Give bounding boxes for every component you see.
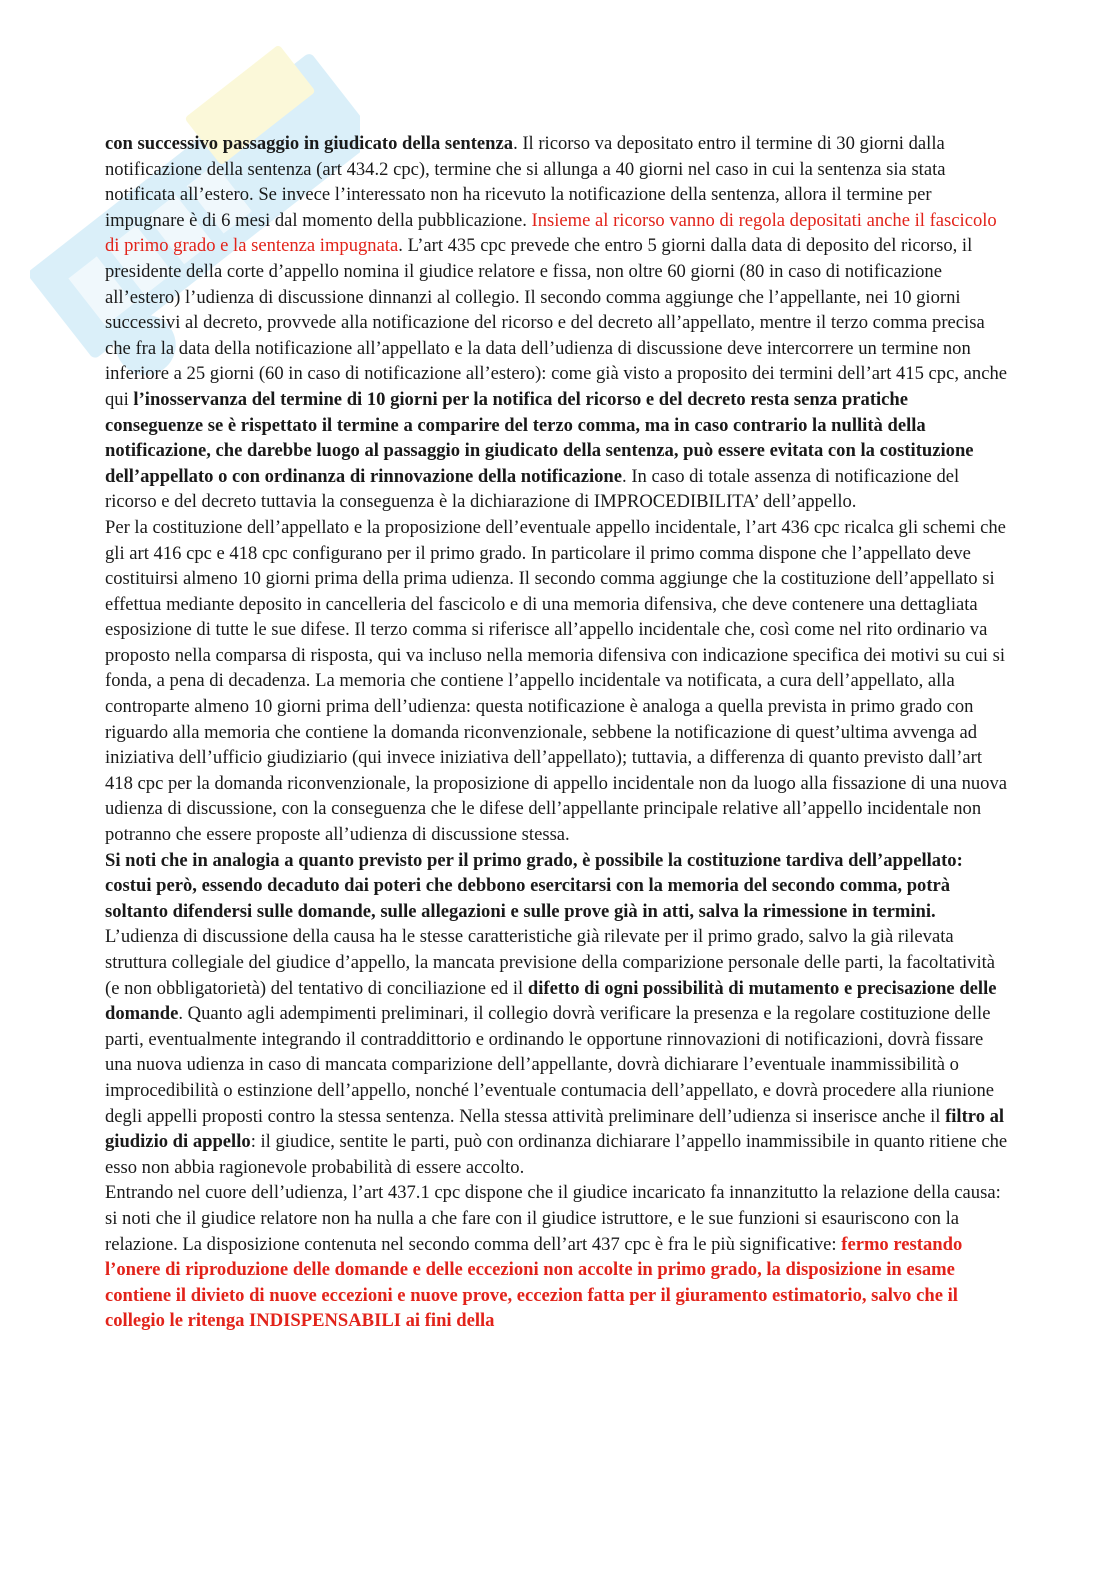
text-run: . Quanto agli adempimenti preliminari, il collegio dovrà verificare la presenza e la regolare costituzione delle parti, eventualmente integrando il contraddittorio e ordinando le opportune rinnovazioni di notificazioni, dovrà fissare una nuova udienza in caso di mancata comparizione dell’appellante, dovrà dichiarare l’eventuale inammissibilità o improcedibilità o estinzione dell’appello, nonché l’eventuale contumacia dell’appellato, e dovrà procedere alla riunione degli appelli proposti contro la stessa sentenza. Nella stessa attività preliminare dell’udienza si inserisce anche il	[105, 1003, 995, 1127]
text-run: difetto di ogni possibilità di mutamento e precisazione delle domande	[105, 977, 997, 1025]
paragraph	[105, 131, 1010, 515]
text-run: filtro al giudizio di appello	[105, 1105, 1005, 1153]
paragraph	[105, 848, 1010, 925]
text-run: L’udienza di discussione della causa ha le stesse caratteristiche già rilevate per il primo grado, salvo la già rilevata struttura collegiale del giudice d’appello, la mancata previsione della comparizione personale delle parti, la facoltatività (e non obbligatorietà) del tentativo di conciliazione ed il	[105, 926, 996, 999]
text-run: Entrando nel cuore dell’udienza, l’art 437.1 cpc dispone che il giudice incaricato fa innanzitutto la relazione della causa: si noti che il giudice relatore non ha nulla a che fare con il giudice istruttore, e le sue funzioni si esauriscono con la relazione. La disposizione contenuta nel secondo comma dell’art 437 cpc è fra le più significative:	[105, 1182, 1001, 1255]
text-run: Si noti che in analogia a quanto previsto per il primo grado, è possibile la costituzione tardiva dell’appellato: costui però, essendo decaduto dai poteri che debbono esercitarsi con la memoria del secondo comma, potrà soltanto difendersi sulle domande, sulle allegazioni e sulle prove già in atti, salva la rimessione in termini.	[105, 849, 963, 922]
text-run: fermo restando l’onere di riproduzione delle domande e delle eccezioni non accolte in primo grado, la disposizione in esame contiene il divieto di nuove eccezioni e nuove prove, eccezion fatta per il giuramento estimatorio, salvo che il collegio le ritenga INDISPENSABILI ai fini della	[105, 1233, 963, 1332]
text-run: con successivo passaggio in giudicato della sentenza	[105, 133, 514, 154]
text-run: : il giudice, sentite le parti, può con ordinanza dichiarare l’appello inammissibile in quanto ritiene che esso non abbia ragionevole probabilità di essere accolto.	[105, 1131, 1008, 1178]
text-run: . In caso di totale assenza di notificazione del ricorso e del decreto tuttavia la conseguenza è la dichiarazione di IMPROCEDIBILITA’ dell’appello.	[105, 465, 960, 513]
text-run: Insieme al ricorso vanno di regola depositati anche il fascicolo di primo grado e la sentenza impugnata	[105, 209, 997, 257]
document-body	[105, 131, 1010, 1334]
text-run: . Il ricorso va depositato entro il termine di 30 giorni dalla notificazione della sentenza (art 434.2 cpc), termine che si allunga a 40 giorni nel caso in cui la sentenza sia stata notificata all’estero. Se invece l’interessato non ha ricevuto la notificazione della sentenza, allora il termine per impugnare è di 6 mesi dal momento della pubblicazione.	[105, 133, 946, 231]
paragraph	[105, 1180, 1010, 1334]
text-run: l’inosservanza del termine di 10 giorni per la notifica del ricorso e del decreto resta senza pratiche conseguenze se è rispettato il termine a comparire del terzo comma, ma in caso contrario la nullità della notificazione, che darebbe luogo al passaggio in giudicato della sentenza, può essere evitata con la costituzione dell’appellato o con ordinanza di rinnovazione della notificazione	[105, 388, 974, 487]
paragraph	[105, 515, 1010, 848]
text-run: . L’art 435 cpc prevede che entro 5 giorni dalla data di deposito del ricorso, il presidente della corte d’appello nomina il giudice relatore e fissa, non oltre 60 giorni (80 in caso di notificazione all’estero) l’udienza di discussione dinnanzi al collegio. Il secondo comma aggiunge che l’appellante, nei 10 giorni successivi al decreto, provvede alla notificazione del ricorso e del decreto all’appellato, mentre il terzo comma precisa che fra la data della notificazione all’appellato e la data dell’udienza di discussione deve intercorrere un termine non inferiore a 25 giorni (60 in caso di notificazione all’estero): come già visto a proposito dei termini dell’art 415 cpc, anche qui	[105, 235, 1008, 410]
text-run: Per la costituzione dell’appellato e la proposizione dell’eventuale appello incidentale, l’art 436 cpc ricalca gli schemi che gli art 416 cpc e 418 cpc configurano per il primo grado. In particolare il primo comma dispone che l’appellato deve costituirsi almeno 10 giorni prima della prima udienza. Il secondo comma aggiunge che la costituzione dell’appellato si effettua mediante deposito in cancelleria del fascicolo e di una memoria difensiva, che deve contenere una dettagliata esposizione di tutte le sue difese. Il terzo comma si riferisce all’appello incidentale che, così come nel rito ordinario va proposto nella comparsa di risposta, qui va incluso nella memoria difensiva con indicazione specifica dei motivi su cui si fonda, a pena di decadenza. La memoria che contiene l’appello incidentale va notificata, a cura dell’appellato, alla controparte almeno 10 giorni prima dell’udienza: questa notificazione è analoga a quella prevista in primo grado con riguardo alla memoria che contiene la domanda riconvenzionale, sebbene la notificazione di quest’ultima avvenga ad iniziativa dell’ufficio giudiziario (qui invece iniziativa dell’appellato); tuttavia, a differenza di quanto previsto dall’art 418 cpc per la domanda riconvenzionale, la proposizione di appello incidentale non da luogo alla fissazione di una nuova udienza di discussione, con la conseguenza che le difese dell’appellante principale relative all’appello incidentale non potranno che essere proposte all’udienza di discussione stessa.	[105, 516, 1008, 846]
paragraph	[105, 924, 1010, 1180]
